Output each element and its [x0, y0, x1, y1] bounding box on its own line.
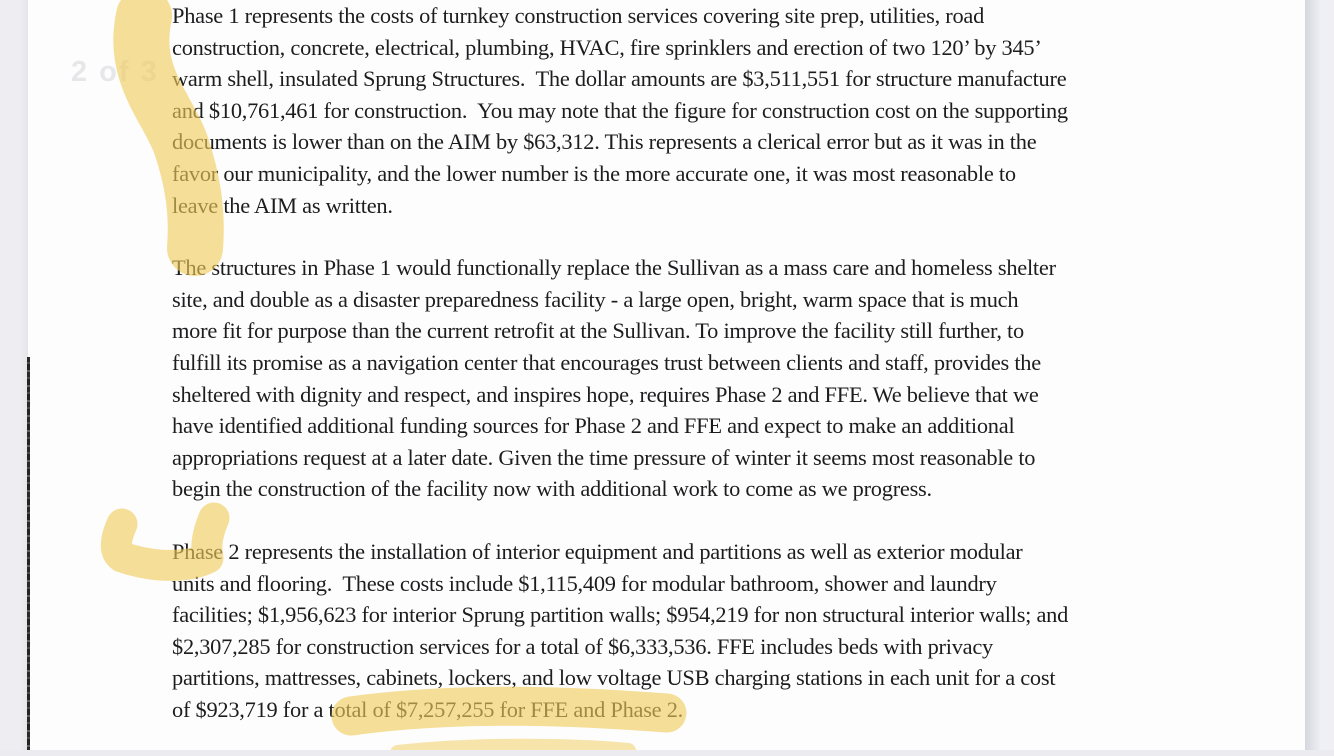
- text-line: facilities; $1,956,623 for interior Sprung partition walls; $954,219 for non structural interior walls; and: [172, 602, 1069, 628]
- text-line: more fit for purpose than the current retrofit at the Sullivan. To improve the facility still further, to: [172, 318, 1024, 344]
- text-line: construction, concrete, electrical, plumbing, HVAC, fire sprinklers and erection of two 120’ by 345’: [172, 34, 1042, 60]
- text-line: The structures in Phase 1 would functionally replace the Sullivan as a mass care and homeless shelter: [172, 255, 1056, 281]
- text-line: $2,307,285 for construction services for a total of $6,333,536. FFE includes beds with privacy: [172, 633, 993, 659]
- paragraph-phase-2: [172, 536, 1187, 726]
- paragraph-structures: [172, 252, 1187, 505]
- text-line: have identified additional funding sources for Phase 2 and FFE and expect to make an additional: [172, 413, 1015, 439]
- paragraph-phase-1: [172, 0, 1187, 221]
- scan-edge-artifact: [27, 357, 30, 750]
- text-line: warm shell, insulated Sprung Structures. The dollar amounts are $3,511,551 for structure manufacture: [172, 66, 1067, 92]
- text-line: of $923,719 for a total of $7,257,255 for FFE and Phase 2.: [172, 696, 683, 722]
- page-number-watermark: 2 of 3: [71, 56, 159, 88]
- text-line: and $10,761,461 for construction. You may note that the figure for construction cost on the supporting: [172, 97, 1068, 123]
- text-line: Phase 2 represents the installation of interior equipment and partitions as well as exterior modular: [172, 538, 1023, 564]
- document-text: [172, 0, 1187, 756]
- text-line: fulfill its promise as a navigation center that encourages trust between clients and staff, provides the: [172, 349, 1041, 375]
- text-line: documents is lower than on the AIM by $63,312. This represents a clerical error but as it was in the: [172, 129, 1037, 155]
- text-line: Phase 1 represents the costs of turnkey construction services covering site prep, utilities, road: [172, 3, 985, 28]
- text-line: units and flooring. These costs include $1,115,409 for modular bathroom, shower and laundry: [172, 570, 997, 596]
- text-line: partitions, mattresses, cabinets, lockers, and low voltage USB charging stations in each unit for a cost: [172, 665, 1056, 691]
- page-gutter-left: [0, 0, 28, 750]
- text-line: appropriations request at a later date. Given the time pressure of winter it seems most reasonable to: [172, 444, 1036, 470]
- text-line: sheltered with dignity and respect, and inspires hope, requires Phase 2 and FFE. We believe that we: [172, 381, 1039, 407]
- page-gutter-right: [1305, 0, 1334, 750]
- text-line: favor our municipality, and the lower number is the more accurate one, it was most reasonable to: [172, 160, 1016, 186]
- text-line: site, and double as a disaster preparedness facility - a large open, bright, warm space that is much: [172, 286, 1019, 312]
- text-line: leave the AIM as written.: [172, 192, 393, 218]
- text-line: begin the construction of the facility now with additional work to come as we progress.: [172, 476, 932, 502]
